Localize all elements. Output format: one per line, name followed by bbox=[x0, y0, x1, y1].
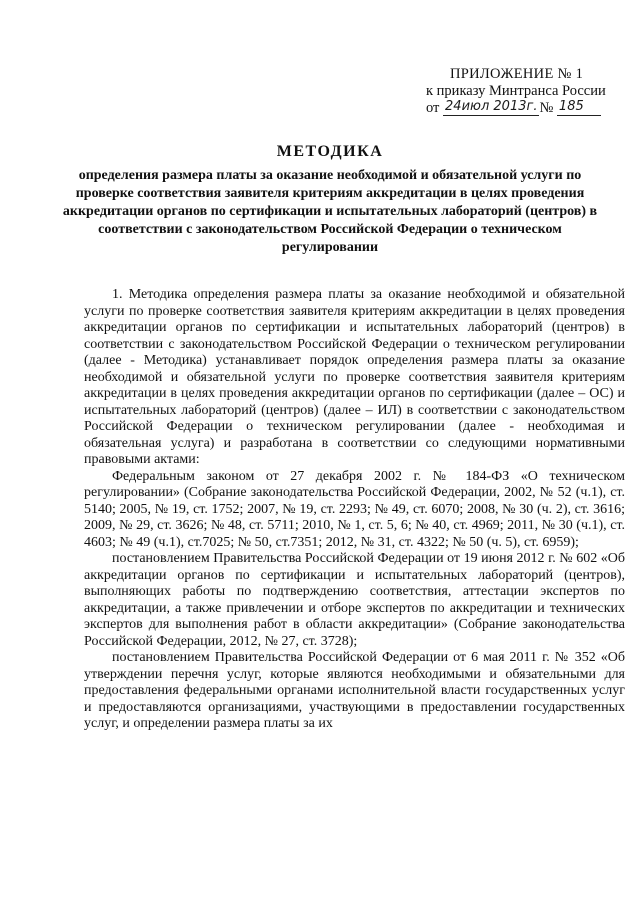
number-prefix: № bbox=[539, 100, 554, 116]
document-subtitle: определения размера платы за оказание необходимой и обязательной услуги по проверке соответствия заявителя критериям аккредитации в целях проведения аккредитации органов по сертификации и испытательных лабораторий (центров) в соответствии с законодательством Российской Федерации о техническом регулировании bbox=[62, 168, 598, 255]
paragraph-1: 1. Методика определения размера платы за оказание необходимой и обязательной услуги по проверке соответствия заявителя критериям аккредитации в целях проведения аккредитации органов по сертификации и испытательных лабораторий (центров) в соответствии с законодательством Российской Федерации о техническом регулировании (далее - Методика) устанавливает порядок определения размера платы за оказание необходимой и обязательной услуги по проверке соответствия заявителя критериям аккредитации в целях проведения аккредитации органов по сертификации (далее – ОС) и испытательных лабораторий (центров) (далее – ИЛ) в соответствии с законодательством Российской Федерации о техническом регулировании (далее - необходимая и обязательная услуга) и разработана в соответствии со следующими нормативными правовыми актами: bbox=[84, 287, 625, 467]
appendix-title: ПРИЛОЖЕНИЕ № 1 bbox=[450, 66, 584, 82]
handwritten-date: 24июл 2013г. bbox=[445, 99, 538, 114]
appendix-order: к приказу Минтранса России bbox=[426, 83, 606, 99]
paragraph-3: постановлением Правительства Российской Федерации от 19 июня 2012 г. № 602 «Об аккредитации органов по сертификации и испытательных лабораторий (центров), выполняющих работы по подтверждению соответствия, аттестации экспертов по аккредитации, а также привлечении и отборе экспертов по аккредитации и технических экспертов для выполнения работ в области аккредитации» (Собрание законодательства Российской Федерации, 2012, № 27, ст. 3728); bbox=[84, 551, 625, 649]
paragraph-4: постановлением Правительства Российской Федерации от 6 мая 2011 г. № 352 «Об утверждении перечня услуг, которые являются необходимыми и обязательными для предоставления федеральными органами исполнительной власти государственных услуг и предоставляются организациями, участвующими в предоставлении государственных услуг, и определении размера платы за их bbox=[84, 650, 625, 731]
document-body bbox=[84, 287, 625, 733]
paragraph-2: Федеральным законом от 27 декабря 2002 г. № 184-ФЗ «О техническом регулировании» (Собрание законодательства Российской Федерации, 2002, № 52 (ч.1), ст. 5140; 2005, № 19, ст. 1752; 2007, № 19, ст. 2293; № 49, ст. 6070; 2008, № 30 (ч. 2), ст. 3616; 2009, № 29, ст. 3626; № 48, ст. 5711; 2010, № 1, ст. 5, 6; № 40, ст. 4969; 2011, № 30 (ч.1), ст. 4603; № 49 (ч.1), ст.7025; № 50, ст.7351; 2012, № 31, ст. 4322; № 50 (ч. 5), ст. 6959); bbox=[84, 468, 625, 550]
document-heading bbox=[60, 143, 600, 257]
handwritten-number: 185 bbox=[557, 98, 601, 116]
appendix-date-line bbox=[426, 100, 626, 118]
document-title: МЕТОДИКА bbox=[276, 143, 384, 160]
appendix-block bbox=[426, 66, 626, 118]
date-prefix: от bbox=[426, 100, 440, 116]
